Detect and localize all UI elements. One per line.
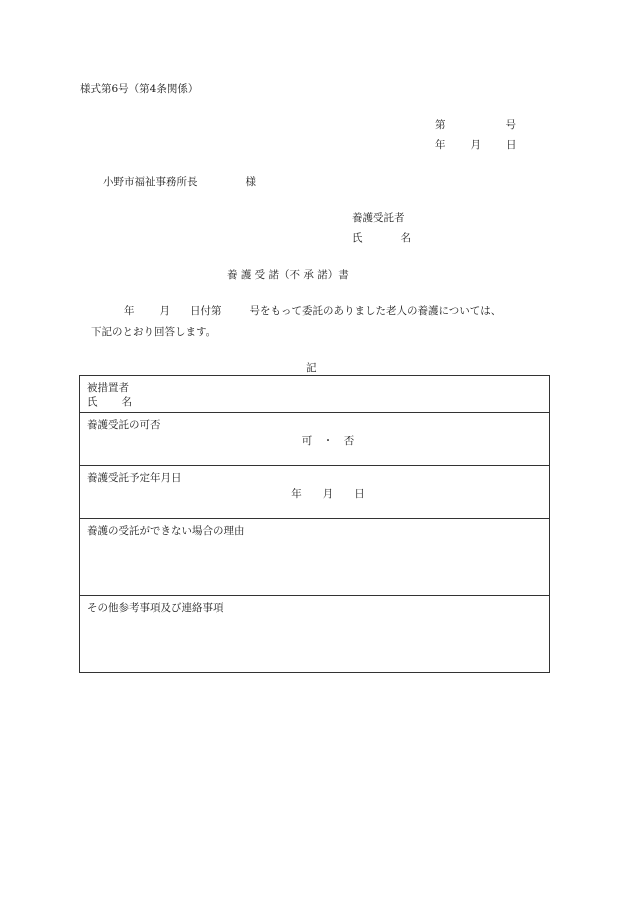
addressee (103, 177, 256, 188)
date-day: 日 (506, 139, 517, 151)
doc-number-prefix: 第 (435, 119, 446, 131)
acceptance-label: 養護受託の可否 (87, 419, 161, 431)
addressee-name: 小野市福祉事務所長 (103, 176, 198, 188)
body-line-2: 下記のとおり回答します。 (91, 326, 217, 338)
details-table (79, 375, 550, 673)
person-name-label-2: 名 (121, 396, 132, 409)
body-line-1 (124, 306, 501, 317)
scheduled-date-value: 年 月 日 (291, 488, 365, 501)
sender-role: 養護受託者 (352, 212, 405, 224)
body-day-no: 日付第 (190, 305, 222, 317)
sender-name-label-2: 名 (400, 232, 411, 244)
body-month: 月 (159, 305, 170, 317)
addressee-honorific: 様 (245, 176, 256, 188)
date-month: 月 (470, 139, 481, 151)
table-row (80, 519, 550, 596)
reason-label: 養護の受託ができない場合の理由 (87, 525, 245, 537)
scheduled-date-cell[interactable] (80, 466, 550, 519)
ki-heading: 記 (306, 362, 317, 374)
person-cell[interactable] (80, 376, 550, 413)
table-row (80, 596, 550, 673)
document-number-line (435, 120, 516, 131)
acceptance-cell[interactable] (80, 413, 550, 466)
date-year: 年 (435, 139, 446, 151)
sender-name-label-1: 氏 (352, 232, 363, 244)
scheduled-date-label: 養護受託予定年月日 (87, 472, 182, 484)
sender-name-label (352, 233, 411, 244)
other-notes-label: その他参考事項及び連絡事項 (87, 602, 224, 614)
document-title: 養 護 受 諾（不 承 諾）書 (227, 269, 349, 281)
person-label: 被措置者 (87, 382, 129, 394)
acceptance-value: 可 ・ 否 (301, 435, 355, 448)
table-row (80, 466, 550, 519)
person-name-label (87, 395, 541, 409)
body-year: 年 (124, 305, 135, 317)
document-date-line (435, 140, 517, 151)
person-name-label-1: 氏 (87, 396, 98, 409)
body-rest: 号をもって委託のありました老人の養護については、 (249, 305, 502, 317)
other-notes-cell[interactable] (80, 596, 550, 673)
form-number: 様式第6号（第4条関係） (80, 83, 199, 95)
table-row (80, 376, 550, 413)
table-row (80, 413, 550, 466)
reason-cell[interactable] (80, 519, 550, 596)
doc-number-suffix: 号 (505, 119, 516, 131)
